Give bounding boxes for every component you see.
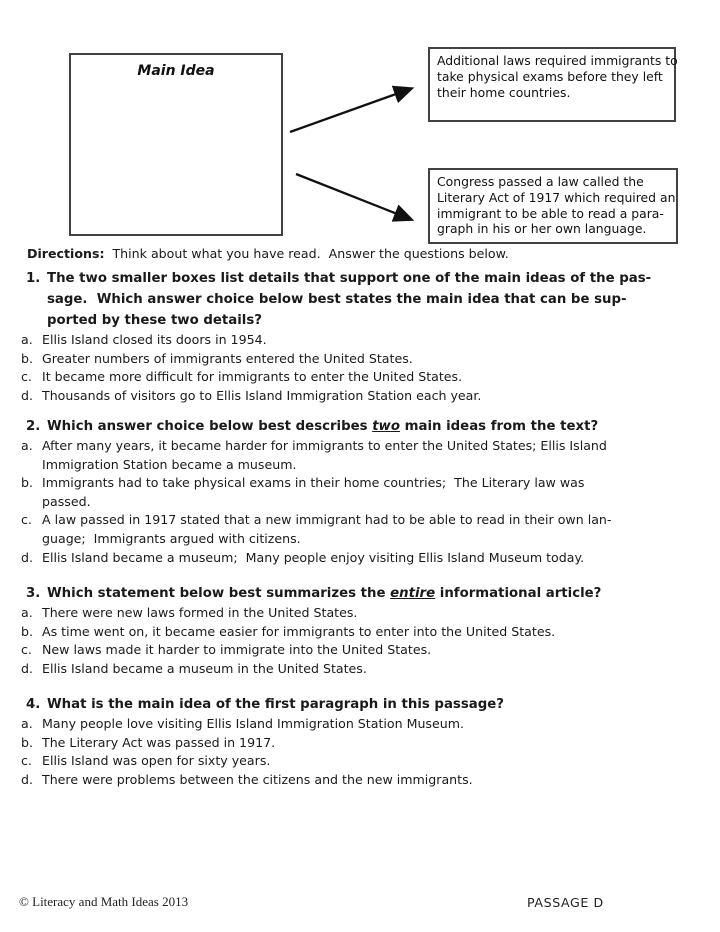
answer-lines	[42, 350, 720, 369]
question-heading	[0, 268, 720, 331]
answer-option	[0, 437, 720, 474]
question-block	[0, 694, 720, 789]
heading-text: Which answer choice below best describes	[47, 419, 373, 434]
answer-option	[0, 331, 720, 350]
answer-letter: b.	[21, 623, 33, 639]
text-line: their home countries.	[437, 84, 571, 100]
answer-line: Ellis Island became a museum in the United States.	[42, 660, 367, 676]
answer-lines	[42, 331, 720, 350]
answer-line: Ellis Island was open for sixty years.	[42, 753, 271, 769]
answer-line: There were new laws formed in the United States.	[42, 605, 358, 620]
answer-lines	[42, 511, 720, 548]
answer-option	[0, 641, 720, 660]
answer-letter: b.	[21, 475, 33, 491]
answer-lines	[42, 752, 720, 771]
question-heading-lines	[47, 416, 720, 437]
question-heading-line	[47, 268, 720, 289]
answer-letter: b.	[21, 734, 33, 750]
arrow-to-bottom-detail-icon	[296, 174, 410, 219]
question-heading-line	[47, 583, 720, 604]
answer-list	[0, 331, 720, 405]
question-heading	[0, 694, 720, 715]
answer-option	[0, 387, 720, 406]
answer-line: Immigrants had to take physical exams in their home countries; The Literary law was	[42, 475, 585, 491]
answer-line: The Literary Act was passed in 1917.	[42, 734, 276, 750]
answer-letter: a.	[21, 332, 33, 347]
answer-lines	[42, 474, 720, 511]
question-number: 1.	[26, 271, 41, 286]
text-line: take physical exams before they left	[437, 68, 663, 84]
answer-lines	[42, 604, 720, 623]
answer-line: It became more difficult for immigrants to enter the United States.	[42, 369, 463, 385]
question-heading-line	[47, 416, 720, 437]
answer-letter: a.	[21, 605, 33, 620]
answer-line: As time went on, it became easier for immigrants to enter into the United States.	[42, 623, 556, 639]
answer-list	[0, 604, 720, 678]
answer-letter: a.	[21, 438, 33, 453]
answer-lines	[42, 734, 720, 753]
heading-text: informational article?	[435, 586, 602, 601]
answer-option	[0, 752, 720, 771]
answer-lines	[42, 437, 720, 474]
answer-letter: c.	[21, 642, 32, 658]
answer-lines	[42, 660, 720, 679]
question-number: 4.	[26, 697, 41, 712]
answer-option	[0, 549, 720, 568]
answer-line: guage; Immigrants argued with citizens.	[42, 530, 301, 546]
question-block	[0, 416, 720, 567]
answer-letter: d.	[21, 387, 33, 403]
heading-text: sage. Which answer choice below best states the main idea that can be sup-	[47, 292, 627, 307]
heading-text: ported by these two details?	[47, 313, 262, 328]
answer-letter: a.	[21, 716, 33, 731]
emphasized-word: entire	[390, 586, 436, 601]
text-line: graph in his or her own language.	[437, 221, 647, 237]
answer-letter: d.	[21, 771, 33, 787]
text-line: immigrant to be able to read a para-	[437, 205, 664, 221]
question-heading-line	[47, 694, 720, 715]
answer-line: After many years, it became harder for immigrants to enter the United States; Ellis Island	[42, 438, 607, 453]
question-heading-lines	[47, 694, 720, 715]
question-heading-line	[47, 310, 720, 331]
answer-option	[0, 660, 720, 679]
detail-box-top	[428, 47, 676, 122]
answer-lines	[42, 549, 720, 568]
text-line: Congress passed a law called the	[437, 174, 644, 189]
footer-copyright: © Literacy and Math Ideas 2013	[19, 894, 189, 909]
heading-text: main ideas from the text?	[399, 419, 599, 434]
answer-lines	[42, 368, 720, 387]
question-block	[0, 268, 720, 405]
answer-line: Thousands of visitors go to Ellis Island Immigration Station each year.	[42, 387, 482, 403]
question-block	[0, 583, 720, 678]
answer-option	[0, 734, 720, 753]
answer-letter: d.	[21, 549, 33, 565]
answer-lines	[42, 641, 720, 660]
directions-text: Think about what you have read. Answer the questions below.	[104, 246, 509, 261]
emphasized-word: two	[372, 419, 400, 434]
answer-line: Ellis Island became a museum; Many people enjoy visiting Ellis Island Museum today.	[42, 549, 585, 565]
answer-letter: c.	[21, 512, 32, 528]
answer-option	[0, 771, 720, 790]
footer-passage-label: PASSAGE D	[527, 895, 604, 910]
answer-option	[0, 368, 720, 387]
directions-label: Directions:	[27, 246, 105, 261]
question-heading-line	[47, 289, 720, 310]
detail-box-bottom	[428, 168, 678, 244]
question-heading	[0, 583, 720, 604]
answer-lines	[42, 715, 720, 734]
answer-line: Many people love visiting Ellis Island Immigration Station Museum.	[42, 716, 464, 731]
answer-letter: b.	[21, 350, 33, 366]
question-heading	[0, 416, 720, 437]
arrow-to-top-detail-icon	[290, 89, 410, 132]
heading-text: What is the main idea of the first paragraph in this passage?	[47, 697, 504, 712]
answer-option	[0, 474, 720, 511]
answer-option	[0, 511, 720, 548]
text-line: Literary Act of 1917 which required an	[437, 189, 676, 205]
heading-text: Which statement below best summarizes the	[47, 586, 391, 601]
answer-line: New laws made it harder to immigrate into the United States.	[42, 642, 432, 658]
text-line: Additional laws required immigrants to	[437, 53, 678, 68]
answer-line: passed.	[42, 493, 91, 509]
main-idea-title: Main Idea	[137, 63, 215, 79]
answer-option	[0, 604, 720, 623]
main-idea-box	[69, 53, 283, 236]
directions-line	[0, 246, 720, 261]
answer-option	[0, 623, 720, 642]
answer-lines	[42, 387, 720, 406]
answer-option	[0, 350, 720, 369]
answer-option	[0, 715, 720, 734]
question-heading-lines	[47, 268, 720, 331]
answer-line: Immigration Station became a museum.	[42, 456, 297, 472]
answer-letter: d.	[21, 660, 33, 676]
answer-line: A law passed in 1917 stated that a new immigrant had to be able to read in their own lan-	[42, 512, 612, 528]
answer-lines	[42, 771, 720, 790]
heading-text: The two smaller boxes list details that support one of the main ideas of the pas-	[47, 271, 652, 286]
answer-line: Ellis Island closed its doors in 1954.	[42, 332, 267, 347]
answer-list	[0, 437, 720, 567]
answer-line: There were problems between the citizens and the new immigrants.	[42, 771, 473, 787]
answer-lines	[42, 623, 720, 642]
question-number: 2.	[26, 419, 41, 434]
question-heading-lines	[47, 583, 720, 604]
answer-line: Greater numbers of immigrants entered the United States.	[42, 350, 413, 366]
answer-letter: c.	[21, 369, 32, 385]
question-number: 3.	[26, 586, 41, 601]
answer-letter: c.	[21, 753, 32, 769]
answer-list	[0, 715, 720, 789]
